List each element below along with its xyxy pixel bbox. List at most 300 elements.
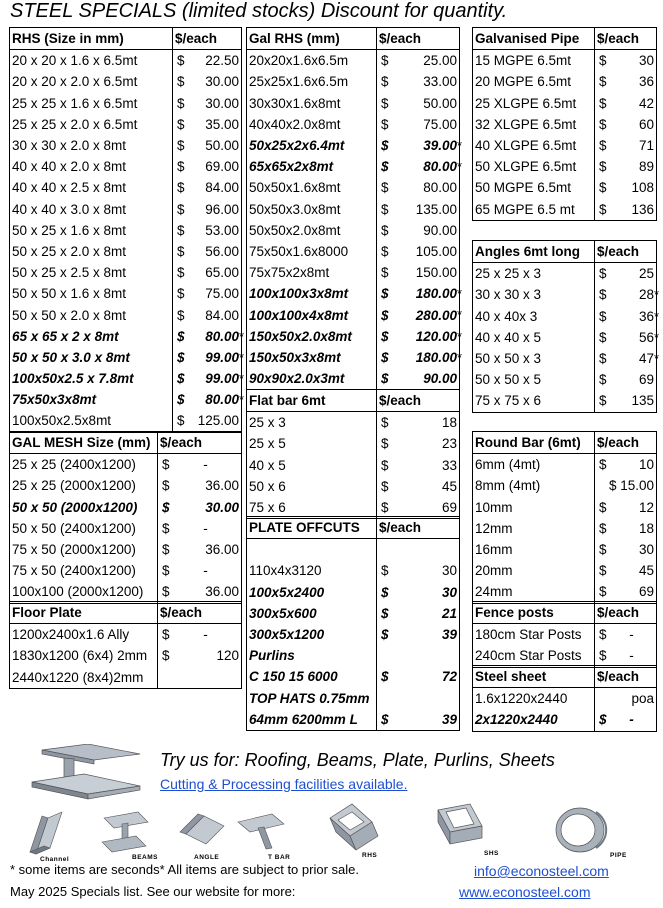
galmesh-header-price: $/each xyxy=(158,432,242,454)
item-name: 75 x 50 (2000x1200) xyxy=(10,539,158,560)
item-price xyxy=(377,93,460,114)
item-price xyxy=(377,135,463,156)
price-amount: 30.00 xyxy=(205,499,239,515)
galrhs-header-price: $/each xyxy=(377,28,460,50)
price-amount: 18 xyxy=(638,520,654,536)
item-price xyxy=(377,709,460,731)
price-amount: 47 xyxy=(638,351,654,367)
price-amount: - xyxy=(629,627,634,643)
item-name: 40 x 40 x 2.0 x 8mt xyxy=(10,156,173,177)
price-amount: 35.00 xyxy=(205,116,239,132)
currency-symbol: $ xyxy=(599,351,607,367)
website-link[interactable]: www.econosteel.com xyxy=(459,884,591,900)
table-row xyxy=(473,624,657,646)
item-price xyxy=(595,71,657,92)
item-price xyxy=(595,263,657,285)
currency-symbol: $ xyxy=(381,74,389,90)
table-row xyxy=(247,241,460,262)
item-price xyxy=(595,518,657,539)
seconds-marker: * xyxy=(457,328,463,344)
item-price xyxy=(173,50,242,72)
item-name: 75x50x3x8mt xyxy=(10,389,173,410)
item-name: 75 x 75 x 6 xyxy=(473,390,595,412)
steel-sheet-table xyxy=(472,665,657,732)
table-row xyxy=(473,390,657,412)
currency-symbol: $ xyxy=(177,201,185,217)
item-price xyxy=(595,709,657,731)
item-name: 75 x 6 xyxy=(247,497,377,519)
price-amount: 36 xyxy=(638,74,654,90)
currency-symbol: $ xyxy=(599,201,607,217)
currency-symbol: $ xyxy=(381,201,389,217)
item-price xyxy=(595,156,657,177)
item-price xyxy=(173,241,242,262)
item-price xyxy=(595,114,657,135)
item-price xyxy=(377,177,460,198)
flatbar-header-item: Flat bar 6mt xyxy=(247,390,377,412)
table-row xyxy=(247,114,460,135)
table-row xyxy=(247,412,460,434)
price-amount: 96.00 xyxy=(205,201,239,217)
table-row xyxy=(473,306,657,327)
roundbar-header-item: Round Bar (6mt) xyxy=(473,432,595,454)
item-name: 20 MGPE 6.5mt xyxy=(473,71,595,92)
item-name: 40x40x2.0x8mt xyxy=(247,114,377,135)
item-name: 90x90x2.0x3mt xyxy=(247,368,377,390)
price-amount: 280.00 xyxy=(415,307,457,323)
item-price xyxy=(173,93,242,114)
table-row xyxy=(473,645,657,667)
currency-symbol: $ xyxy=(162,584,170,600)
table-row xyxy=(473,709,657,731)
price-amount: 39.00 xyxy=(423,138,457,154)
price-amount: - xyxy=(203,457,208,473)
floorplate-header-item: Floor Plate xyxy=(10,602,158,624)
table-row xyxy=(247,283,460,304)
rhs-table xyxy=(9,27,245,433)
currency-symbol: $ xyxy=(599,563,607,579)
table-row xyxy=(247,582,460,603)
item-price xyxy=(595,454,657,476)
item-price xyxy=(595,581,657,603)
item-name: 25 x 25 (2400x1200) xyxy=(10,454,158,476)
item-name: C 150 15 6000 xyxy=(247,666,377,687)
table-row xyxy=(473,50,657,72)
plate-header-price: $/each xyxy=(377,517,460,539)
item-price xyxy=(173,304,242,325)
price-amount: 36.00 xyxy=(205,478,239,494)
currency-symbol: $ xyxy=(381,584,389,600)
item-name: 12mm xyxy=(473,518,595,539)
item-name: 50 x 25 x 2.0 x 8mt xyxy=(10,241,173,262)
item-price xyxy=(158,581,242,603)
item-price xyxy=(377,283,463,304)
item-name: 1200x2400x1.6 Ally xyxy=(10,624,158,646)
item-name: 25 XLGPE 6.5mt xyxy=(473,93,595,114)
price-amount: 36.00 xyxy=(205,542,239,558)
item-name: 75 x 50 (2400x1200) xyxy=(10,560,158,581)
currency-symbol: $ xyxy=(599,627,607,643)
currency-symbol: $ xyxy=(599,116,607,132)
item-price xyxy=(377,624,460,645)
price-amount: 12 xyxy=(638,499,654,515)
table-row xyxy=(247,199,460,220)
table-row xyxy=(247,645,460,666)
cutting-processing-link[interactable]: Cutting & Processing facilities available. xyxy=(160,776,408,792)
currency-symbol: $ xyxy=(599,457,607,473)
floorplate-table xyxy=(9,601,242,689)
price-amount: 60 xyxy=(638,116,654,132)
currency-symbol: $ xyxy=(177,138,185,154)
rhs-label: RHS xyxy=(362,852,378,859)
price-amount: 50.00 xyxy=(205,138,239,154)
price-amount: 56.00 xyxy=(205,243,239,259)
email-link[interactable]: info@econosteel.com xyxy=(474,863,609,879)
item-price xyxy=(377,326,463,347)
price-amount: 30 xyxy=(441,563,457,579)
currency-symbol: $ xyxy=(177,392,185,408)
currency-symbol: $ xyxy=(381,53,389,69)
angles-table xyxy=(472,240,660,413)
item-name: 50 x 50 x 3.0 x 8mt xyxy=(10,347,173,368)
table-row xyxy=(247,539,460,561)
currency-symbol: $ xyxy=(381,669,389,685)
item-price xyxy=(595,369,657,390)
item-name: 20 x 20 x 1.6 x 6.5mt xyxy=(10,50,173,72)
price-amount: 30 xyxy=(441,584,457,600)
item-price xyxy=(173,347,245,368)
item-price xyxy=(377,666,460,687)
currency-symbol: $ xyxy=(177,222,185,238)
item-price xyxy=(173,326,245,347)
item-name: 50 x 50 (2000x1200) xyxy=(10,497,158,518)
currency-symbol: $ xyxy=(381,711,389,727)
galpipe-header-price: $/each xyxy=(595,28,657,50)
floorplate-header-price: $/each xyxy=(158,602,242,624)
price-amount: 150.00 xyxy=(415,265,457,281)
currency-symbol: $ xyxy=(599,393,607,409)
item-name: 50 x 50 x 2.0 x 8mt xyxy=(10,304,173,325)
currency-symbol: $ xyxy=(381,222,389,238)
price-amount: 80.00 xyxy=(423,180,457,196)
price-amount: 39 xyxy=(441,711,457,727)
item-price xyxy=(158,560,242,581)
roundbar-header-price: $/each xyxy=(595,432,657,454)
item-price xyxy=(173,368,245,389)
item-name: 15 MGPE 6.5mt xyxy=(473,50,595,72)
currency-symbol: $ xyxy=(177,243,185,259)
item-name: 50x50x2.0x8mt xyxy=(247,220,377,241)
item-name: 50 x 50 x 1.6 x 8mt xyxy=(10,283,173,304)
currency-symbol: $ xyxy=(599,74,607,90)
item-price xyxy=(595,624,657,646)
currency-symbol: $ xyxy=(381,436,389,452)
seconds-marker: * xyxy=(457,349,463,365)
currency-symbol: $ xyxy=(381,265,389,281)
price-amount: 69 xyxy=(638,584,654,600)
price-amount: 25.00 xyxy=(423,53,457,69)
table-row xyxy=(10,410,242,432)
item-name: 40 XLGPE 6.5mt xyxy=(473,135,595,156)
price-amount: 80.00 xyxy=(423,159,457,175)
table-row xyxy=(10,326,242,347)
price-amount: 53.00 xyxy=(205,222,239,238)
price-amount: 71 xyxy=(638,138,654,154)
item-price xyxy=(377,645,460,666)
item-name: 30 x 30 x 3 xyxy=(473,284,595,305)
price-amount: 45 xyxy=(441,478,457,494)
currency-symbol: $ xyxy=(162,520,170,536)
i-beam-icon xyxy=(28,744,153,804)
table-row xyxy=(10,304,242,325)
price-amount: 33 xyxy=(441,457,457,473)
currency-symbol: $ xyxy=(381,95,389,111)
item-price xyxy=(595,539,657,560)
galpipe-header-item: Galvanised Pipe xyxy=(473,28,595,50)
fence-header-price: $/each xyxy=(595,602,657,624)
steelsheet-header-price: $/each xyxy=(595,666,657,688)
table-row xyxy=(247,220,460,241)
table-row xyxy=(10,93,242,114)
item-name: 50 x 25 x 2.5 x 8mt xyxy=(10,262,173,283)
item-price xyxy=(595,475,657,496)
table-row xyxy=(247,455,460,476)
item-name: 25 x 5 xyxy=(247,433,377,454)
item-name: 50x25x2x6.4mt xyxy=(247,135,377,156)
shs-label: SHS xyxy=(484,850,499,857)
table-row xyxy=(10,50,242,72)
currency-symbol: $ xyxy=(177,265,185,281)
price-amount: 90.00 xyxy=(423,222,457,238)
price-amount: 105.00 xyxy=(415,243,457,259)
table-row xyxy=(10,581,242,603)
currency-symbol: $ xyxy=(381,116,389,132)
flatbar-header-price: $/each xyxy=(377,390,460,412)
price-amount: - xyxy=(629,648,634,664)
item-name: 40 x 40 x 2.5 x 8mt xyxy=(10,177,173,198)
item-name: 25 x 25 x 2.0 x 6.5mt xyxy=(10,114,173,135)
item-name: 100x100x4x8mt xyxy=(247,304,377,325)
rhs-header-price: $/each xyxy=(173,28,242,50)
item-price xyxy=(595,645,657,667)
currency-symbol: $ xyxy=(177,95,185,111)
currency-symbol: $ xyxy=(599,266,607,282)
currency-symbol: $ xyxy=(177,74,185,90)
item-price xyxy=(158,624,242,646)
price-amount: 180.00 xyxy=(415,286,457,302)
table-row xyxy=(10,135,242,156)
price-amount: - xyxy=(203,627,208,643)
price-amount: 125.00 xyxy=(197,413,239,429)
price-amount: 84.00 xyxy=(205,307,239,323)
price-amount: 30 xyxy=(638,542,654,558)
price-amount: 80.00 xyxy=(205,392,239,408)
fence-posts-table xyxy=(472,601,657,668)
promo-text: Try us for: Roofing, Beams, Plate, Purlins, Sheets xyxy=(160,750,555,770)
table-row xyxy=(10,347,242,368)
table-row xyxy=(10,199,242,220)
table-row xyxy=(247,624,460,645)
item-price xyxy=(158,518,242,539)
item-price xyxy=(377,476,460,497)
currency-symbol: $ xyxy=(162,478,170,494)
item-price xyxy=(595,390,657,412)
item-name: 50 x 50 x 5 xyxy=(473,369,595,390)
item-price xyxy=(173,389,245,410)
item-name: 64mm 6200mm L xyxy=(247,709,377,731)
item-name: 50 x 50 x 3 xyxy=(473,348,595,369)
currency-symbol: $ xyxy=(162,563,170,579)
item-price xyxy=(595,560,657,581)
currency-symbol: $ xyxy=(381,243,389,259)
table-row xyxy=(473,369,657,390)
item-price xyxy=(173,262,242,283)
table-row xyxy=(247,476,460,497)
seconds-marker: * xyxy=(239,349,245,365)
item-name: 40 x 5 xyxy=(247,455,377,476)
seconds-marker: * xyxy=(239,328,245,344)
table-row xyxy=(473,199,657,221)
price-amount: 65.00 xyxy=(205,265,239,281)
table-row xyxy=(247,135,460,156)
item-name: 25 x 25 (2000x1200) xyxy=(10,475,158,496)
table-row xyxy=(10,497,242,518)
fence-header-item: Fence posts xyxy=(473,602,595,624)
item-price xyxy=(595,93,657,114)
item-price xyxy=(173,199,242,220)
price-amount: 39 xyxy=(441,627,457,643)
currency-symbol: $ xyxy=(381,328,389,344)
currency-symbol: $ xyxy=(381,415,389,431)
item-name: 100x100 (2000x1200) xyxy=(10,581,158,603)
table-row xyxy=(247,688,460,709)
channel-label: Channel xyxy=(40,856,70,863)
currency-symbol: $ xyxy=(381,605,389,621)
table-row xyxy=(10,667,242,689)
table-row xyxy=(473,348,657,369)
item-name: 6mm (4mt) xyxy=(473,454,595,476)
item-name: 100x5x2400 xyxy=(247,582,377,603)
table-row xyxy=(247,433,460,454)
currency-symbol: $ xyxy=(381,478,389,494)
item-name: 65x65x2x8mt xyxy=(247,156,377,177)
price-amount: 135 xyxy=(631,393,654,409)
item-price xyxy=(595,327,660,348)
item-name: 8mm (4mt) xyxy=(473,475,595,496)
price-amount: $ 15.00 xyxy=(609,478,655,494)
item-price xyxy=(158,667,242,689)
price-amount: 42 xyxy=(638,95,654,111)
price-amount: 30.00 xyxy=(205,95,239,111)
item-price xyxy=(173,283,242,304)
price-amount: 33.00 xyxy=(423,74,457,90)
item-price xyxy=(377,304,463,325)
currency-symbol: $ xyxy=(599,520,607,536)
table-row xyxy=(247,93,460,114)
item-price xyxy=(595,199,657,221)
price-amount: 72 xyxy=(441,669,457,685)
item-name: 16mm xyxy=(473,539,595,560)
table-row xyxy=(247,603,460,624)
price-amount: 36 xyxy=(638,308,654,324)
table-row xyxy=(247,71,460,92)
item-name: 150x50x3x8mt xyxy=(247,347,377,368)
table-row xyxy=(10,475,242,496)
seconds-marker: * xyxy=(654,287,660,303)
table-row xyxy=(473,177,657,198)
item-price xyxy=(595,50,657,72)
item-price xyxy=(377,368,460,390)
item-price xyxy=(595,348,660,369)
price-amount: 90.00 xyxy=(423,371,457,387)
table-row xyxy=(10,518,242,539)
table-row xyxy=(247,177,460,198)
currency-symbol: $ xyxy=(599,159,607,175)
currency-symbol: $ xyxy=(599,372,607,388)
plate-header-item: PLATE OFFCUTS xyxy=(247,517,377,539)
price-amount: 75.00 xyxy=(205,286,239,302)
table-row xyxy=(473,71,657,92)
price-amount: 69 xyxy=(638,372,654,388)
price-amount: 69.00 xyxy=(205,159,239,175)
item-name: 65 x 65 x 2 x 8mt xyxy=(10,326,173,347)
item-price xyxy=(158,645,242,666)
price-amount: 120 xyxy=(216,648,239,664)
price-amount: - xyxy=(203,563,208,579)
pipe-icon xyxy=(550,804,612,856)
table-row xyxy=(473,539,657,560)
item-price xyxy=(377,688,460,709)
item-price xyxy=(377,156,463,177)
angles-header-item: Angles 6mt long xyxy=(473,241,595,263)
table-row xyxy=(473,135,657,156)
currency-symbol: $ xyxy=(599,499,607,515)
currency-symbol: $ xyxy=(177,180,185,196)
steelsheet-header-item: Steel sheet xyxy=(473,666,595,688)
item-name: 30x30x1.6x8mt xyxy=(247,93,377,114)
price-amount: 28 xyxy=(638,287,654,303)
item-price xyxy=(377,560,460,581)
seconds-marker: * xyxy=(239,392,245,408)
currency-symbol: $ xyxy=(381,286,389,302)
item-name: 24mm xyxy=(473,581,595,603)
table-row xyxy=(247,50,460,72)
item-price xyxy=(377,412,460,434)
table-row xyxy=(473,454,657,476)
item-price xyxy=(173,410,242,432)
item-price xyxy=(173,135,242,156)
table-row xyxy=(247,326,460,347)
angles-header-price: $/each xyxy=(595,241,657,263)
price-amount: 10 xyxy=(638,457,654,473)
item-name: Purlins xyxy=(247,645,377,666)
item-price xyxy=(377,433,460,454)
currency-symbol: $ xyxy=(599,584,607,600)
table-row xyxy=(10,114,242,135)
item-name: 40 x 40 x 3.0 x 8mt xyxy=(10,199,173,220)
currency-symbol: $ xyxy=(599,138,607,154)
item-name: 40 x 40 x 5 xyxy=(473,327,595,348)
item-name: 50 MGPE 6.5mt xyxy=(473,177,595,198)
price-amount: 75.00 xyxy=(423,116,457,132)
price-amount: 25 xyxy=(638,266,654,282)
price-amount: 99.00 xyxy=(205,371,239,387)
table-row xyxy=(10,454,242,476)
table-row xyxy=(247,368,460,390)
item-name: 10mm xyxy=(473,497,595,518)
item-name: 32 XLGPE 6.5mt xyxy=(473,114,595,135)
item-price xyxy=(377,241,460,262)
